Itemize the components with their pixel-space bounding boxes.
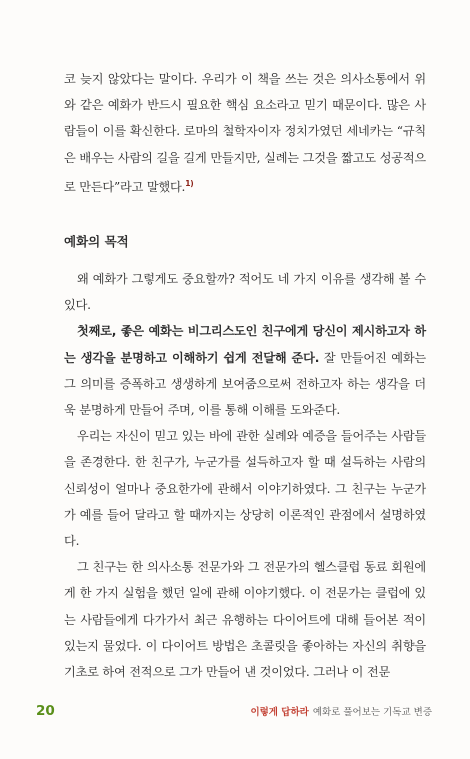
first-reason-bold: 첫째로, 좋은 예화는 비그리스도인 친구에게 당신이 제시하고자 하는 생각을 분명하고 이해하기 쉽게 전달해 준다.: [64, 324, 426, 365]
footnote-marker: 1): [185, 178, 194, 188]
top-paragraph: [64, 66, 426, 200]
body-paragraph-2: 우리는 자신이 믿고 있는 바에 관한 실례와 예증을 들어주는 사람들을 존경한다. 한 친구가, 누군가를 설득하고자 할 때 설득하는 사람의 신뢰성이 얼마나 중요한가에 관해서 이야기하였다. 그 친구는 누군가가 예를 들어 달라고 할 때까지는 상당히 이론적인 관점에서 설명하였다.: [64, 429, 426, 549]
intro-paragraph: 왜 예화가 그렇게도 중요할까? 적어도 네 가지 이유를 생각해 볼 수 있다.: [64, 272, 426, 313]
page-number: 20: [36, 703, 55, 719]
first-reason-paragraph: [64, 318, 426, 423]
first-reason-rest: 잘 만들어진 예화는 그 의미를 증폭하고 생생하게 보여줌으로써 전하고자 하는 생각을 더욱 분명하게 만들어 주며, 이를 통해 이해를 도와준다.: [64, 350, 427, 418]
page-footer: [36, 701, 432, 721]
book-title: 이렇게 답하라: [250, 707, 309, 718]
top-paragraph-text: 코 늦지 않았다는 말이다. 우리가 이 책을 쓰는 것은 의사소통에서 위와 같은 예화가 반드시 필요한 핵심 요소라고 믿기 때문이다. 많은 사람들이 이를 확신한다. 로마의 철학자이자 정치가였던 세네카는 “규칙은 배우는 사람의 길을 길게 만들지만, 실례는 그것을 짧고도 성공적으로 만든다”라고 말했다.: [64, 72, 426, 194]
section-heading: 예화의 목적: [64, 234, 129, 249]
body-paragraph-3: 그 친구는 한 의사소통 전문가와 그 전문가의 헬스클럽 동료 회원에게 한 가지 실험을 했던 일에 관해 이야기했다. 이 전문가는 클럽에 있는 사람들에게 다가가서 최근 유행하는 다이어트에 대해 들어본 적이 있는지 물었다. 이 다이어트 방법은 초콜릿을 좋아하는 자신의 취향을 기초로 하여 전적으로 그가 만들어 낸 것이었다. 그러나 이 전문: [64, 560, 426, 680]
top-paragraph-block: [64, 66, 426, 200]
running-head: [250, 704, 432, 718]
section-body: [64, 266, 426, 685]
book-subtitle: 예화로 풀어보는 기독교 변증: [312, 707, 432, 718]
